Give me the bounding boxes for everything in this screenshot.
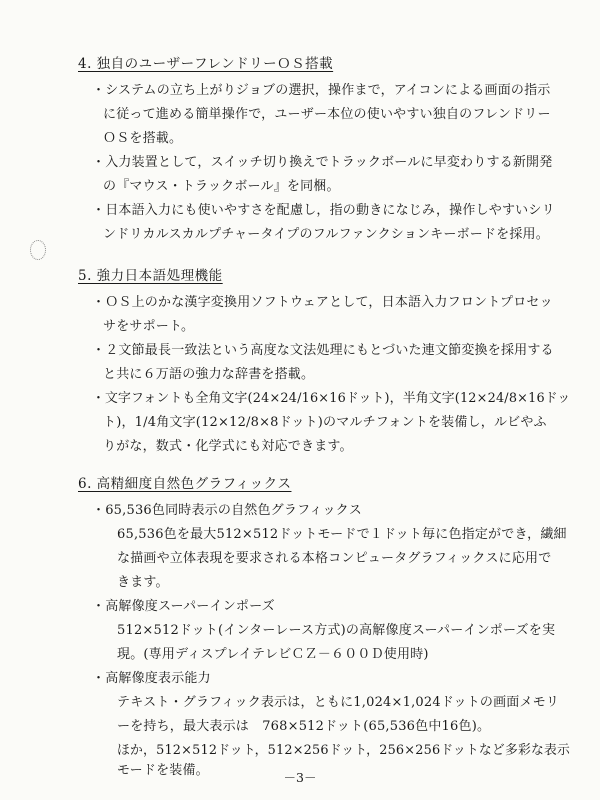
section-4-line-5: の『マウス・トラックボール』を同梱。 (103, 179, 340, 194)
section-6-line-12: モードを装備。 (117, 763, 209, 778)
section-6-line-11: ほか，512×512ドット，512×256ドット，256×256ドットなど多彩な表示 (117, 743, 571, 758)
section-4-line-7: ンドリカルスカルプチャータイプのフルファンクションキーボードを採用。 (103, 227, 549, 242)
section-6-line-8: ・高解像度表示能力 (92, 671, 211, 686)
section-5-heading: 5. 強力日本語処理機能 (78, 268, 223, 284)
section-5-line-4: と共に６万語の強力な辞書を搭載。 (103, 367, 315, 382)
section-4-line-6: ・日本語入力にも使いやすさを配慮し，指の動きになじみ，操作しやすいシリ (92, 203, 555, 218)
section-6-line-2: 65,536色を最大512×512ドットモードで１ドット毎に色指定ができ，繊細 (117, 527, 567, 542)
section-5-line-3: ・２文節最長一致法という高度な文法処理にもとづいた連文節変換を採用する (92, 343, 554, 358)
section-4-line-2: に従って進める簡単操作で，ユーザー本位の使いやすい独自のフレンドリー (103, 107, 551, 122)
section-4-heading: 4. 独自のユーザーフレンドリーＯＳ搭載 (78, 56, 334, 72)
section-5-line-2: サをサポート。 (103, 319, 195, 334)
section-6-line-1: ・65,536色同時表示の自然色グラフィックス (92, 503, 362, 518)
section-5-line-5: ・文字フォントも全角文字(24×24/16×16ドット)，半角文字(12×24/8×16ドッ (92, 391, 571, 406)
section-6-line-10: ーを持ち，最大表示は 768×512ドット(65,536色中16色)。 (117, 719, 491, 734)
section-4-line-4: ・入力装置として，スイッチ切り換えでトラックボールに早変わりする新開発 (92, 155, 553, 170)
section-6-line-4: きます。 (117, 575, 169, 590)
section-6-line-9: テキスト・グラフィック表示は，ともに1,024×1,024ドットの画面メモリ (117, 695, 560, 710)
section-5-line-1: ・ＯＳ上のかな漢字変換用ソフトウェアとして，日本語入力フロントプロセッ (92, 295, 553, 310)
section-6-line-3: な描画や立体表現を要求される本格コンピュータグラフィックスに応用で (117, 551, 552, 566)
section-5-line-6: ト)，1/4角文字(12×12/8×8ドット)のマルチフォントを装備し，ルビやふ (103, 415, 547, 430)
page-number: －3－ (283, 770, 317, 785)
margin-punch-mark (30, 240, 46, 260)
section-6-line-6: 512×512ドット(インターレース方式)の高解像度スーパーインポーズを実 (117, 623, 556, 638)
section-4-line-1: ・システムの立ち上がりジョブの選択，操作まで，アイコンによる画面の指示 (92, 83, 551, 98)
section-6-line-7: 現。(専用ディスプレイテレビＣＺ－６００Ｄ使用時) (117, 647, 429, 662)
section-5-line-7: りがな，数式・化学式にも対応できます。 (103, 439, 353, 454)
section-6-heading: 6. 高精細度自然色グラフィックス (78, 476, 292, 492)
section-6-line-5: ・高解像度スーパーインポーズ (92, 599, 275, 614)
section-4-line-3: ＯＳを搭載。 (103, 131, 183, 146)
